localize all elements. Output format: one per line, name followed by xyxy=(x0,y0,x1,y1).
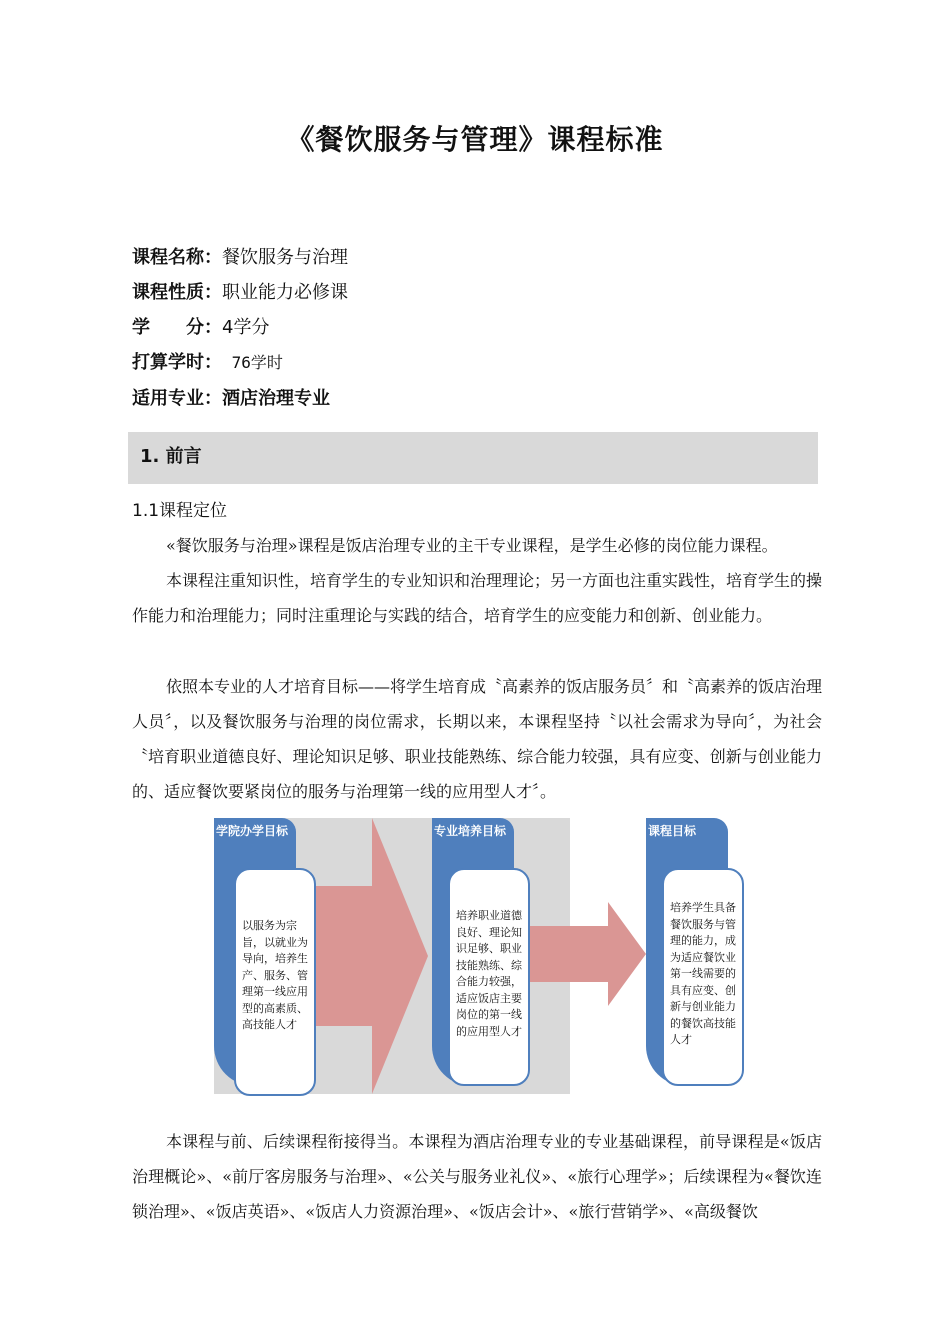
paragraph: 依照本专业的人才培育目标——将学生培育成〝高素养的饭店服务员〞和〝高素养的饭店治理人员〞，以及餐饮服务与治理的岗位需求，长期以来，本课程坚持〝以社会需求为导向〞，为社会〝培育职业道德良好、理论知识足够、职业技能熟练、综合能力较强，具有应变、创新与创业能力的、适应餐饮要紧岗位的服务与治理第一线的应用型人才〞。 xyxy=(132,677,823,801)
info-credits xyxy=(132,316,269,340)
document-title: 《餐饮服务与管理》课程标准 xyxy=(286,123,664,156)
arrow-2-icon xyxy=(526,902,646,1006)
arrow-1-icon xyxy=(310,818,428,1094)
info-value: 酒店治理专业 xyxy=(222,388,330,409)
info-hours xyxy=(132,351,283,375)
info-course-name xyxy=(132,246,348,270)
stage-card-school: 以服务为宗旨，以就业为导向，培养生产、服务、管理第一线应用型的高素质、高技能人才 xyxy=(234,868,316,1096)
section-heading: 1. 前言 xyxy=(140,446,202,467)
info-label: 学 分： xyxy=(132,317,222,338)
info-value: 76学时 xyxy=(222,353,283,372)
paragraph: «餐饮服务与治理»课程是饭店治理专业的主干专业课程，是学生必修的岗位能力课程。 xyxy=(166,536,778,555)
info-value: 餐饮服务与治理 xyxy=(222,247,348,268)
stage-title: 课程目标 xyxy=(648,824,697,838)
info-label: 适用专业： xyxy=(132,388,222,409)
info-value: 职业能力必修课 xyxy=(222,282,348,303)
paragraph: 本课程与前、后续课程衔接得当。本课程为酒店治理专业的专业基础课程，前导课程是«饭店治理概论»、«前厅客房服务与治理»、«公关与服务业礼仪»、«旅行心理学»；后续课程为«餐饮连锁治理»、«饭店英语»、«饭店人力资源治理»、«饭店会计»、«旅行营销学»、«高级餐饮 xyxy=(132,1132,822,1221)
stage-card-course: 培养学生具备餐饮服务与管理的能力，成为适应餐饮业第一线需要的具有应变、创新与创业能力的餐饮高技能人才 xyxy=(662,868,744,1086)
info-label: 打算学时： xyxy=(132,352,222,373)
paragraph: 本课程注重知识性，培育学生的专业知识和治理理论；另一方面也注重实践性，培育学生的操作能力和治理能力；同时注重理论与实践的结合，培育学生的应变能力和创新、创业能力。 xyxy=(132,571,823,625)
info-value: 4学分 xyxy=(222,317,270,338)
section-heading-bar xyxy=(128,432,818,484)
stage-title: 专业培养目标 xyxy=(434,824,507,838)
info-label: 课程名称： xyxy=(132,247,222,268)
stage-title: 学院办学目标 xyxy=(216,824,289,838)
stage-card-major: 培养职业道德良好、理论知识足够、职业技能熟练、综合能力较强，适应饭店主要岗位的第一线的应用型人才 xyxy=(448,868,530,1086)
goals-diagram xyxy=(214,818,734,1096)
info-major xyxy=(132,387,330,411)
info-course-nature xyxy=(132,281,348,305)
subsection-heading: 1.1课程定位 xyxy=(132,501,228,521)
info-label: 课程性质： xyxy=(132,282,222,303)
